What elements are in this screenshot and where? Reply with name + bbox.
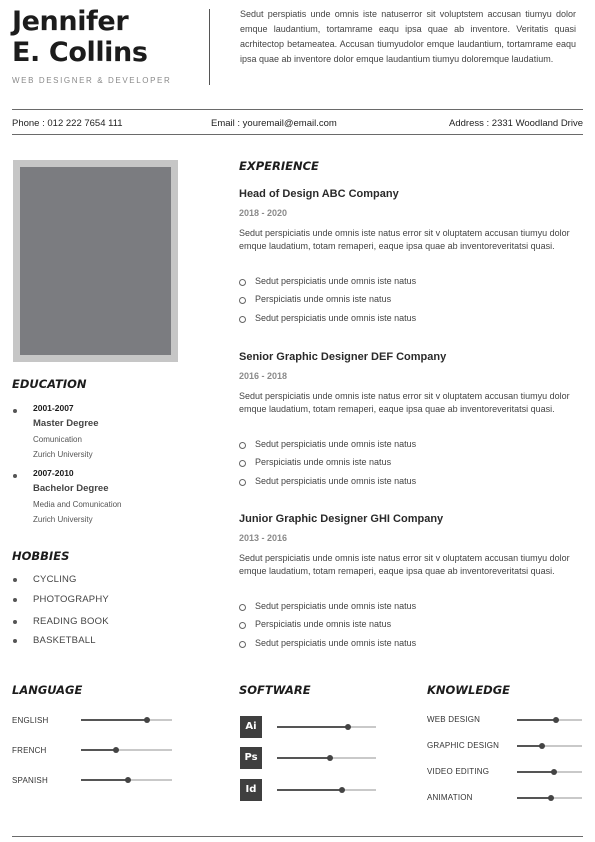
bullet-circle-icon [239,279,246,286]
level-knob [548,795,554,801]
knowledge-label: WEB DESIGN [427,715,481,724]
language-level-bar [81,719,172,721]
photoshop-icon: Ps [240,747,262,769]
level-fill [517,771,554,773]
level-fill [277,789,342,791]
illustrator-icon: Ai [240,716,262,738]
knowledge-heading: KNOWLEDGE [427,683,511,697]
level-knob [551,769,557,775]
education-heading: EDUCATION [12,377,87,391]
bullet-circle-icon [239,297,246,304]
language-label: SPANISH [12,776,48,785]
job-bullet: Perspiciatis unde omnis iste natus [255,294,392,304]
education-school: Zurich University [33,515,93,524]
job-description: Sedut perspiciatis unde omnis iste natus error sit v oluptatem accusan tiumyu dolor emque laudatium, totam remaperi, eaque ipsa quae ab inventoreveritatsi quasi. [239,391,570,414]
bullet-circle-icon [239,641,246,648]
contact-email: Email : youremail@email.com [211,118,337,129]
job-bullet: Sedut perspiciatis unde omnis iste natus [255,601,417,611]
job-dates: 2018 - 2020 [239,208,288,218]
job-description: Sedut perspiciatis unde omnis iste natus error sit v oluptatem accusan tiumyu dolor emque laudatium, totam remaperi, eaque ipsa quae ab inventoreveritatsi quasi. [239,553,570,576]
knowledge-label: VIDEO EDITING [427,767,490,776]
job-dates: 2013 - 2016 [239,533,288,543]
contact-top-rule [12,109,583,110]
hobby-item: BASKETBALL [33,635,96,646]
job-bullet: Sedut perspiciatis unde omnis iste natus [255,276,417,286]
profile-photo-placeholder [20,167,171,355]
bullet-dot [13,598,17,602]
contact-phone: Phone : 012 222 7654 111 [12,118,123,129]
level-fill [81,719,147,721]
bullet-circle-icon [239,479,246,486]
level-knob [345,724,351,730]
bullet-circle-icon [239,316,246,323]
education-years: 2007-2010 [33,468,74,478]
level-knob [125,777,131,783]
level-knob [144,717,150,723]
language-label: ENGLISH [12,716,49,725]
job-bullet: Sedut perspiciatis unde omnis iste natus [255,476,417,486]
level-knob [339,787,345,793]
knowledge-label: GRAPHIC DESIGN [427,741,500,750]
level-fill [81,779,128,781]
job-bullet: Perspiciatis unde omnis iste natus [255,457,392,467]
bullet-circle-icon [239,442,246,449]
bullet-circle-icon [239,604,246,611]
education-degree: Master Degree [33,418,99,429]
education-field: Media and Comunication [33,500,122,509]
bullet-dot [13,578,17,582]
education-school: Zurich University [33,450,93,459]
knowledge-level-bar [517,771,582,773]
software-level-bar [277,757,376,759]
hobbies-heading: HOBBIES [12,549,70,563]
candidate-name [12,6,148,68]
level-fill [517,719,556,721]
experience-entry [239,351,579,501]
bullet-dot [13,409,17,413]
education-field: Comunication [33,435,82,444]
language-heading: LANGUAGE [12,683,83,697]
level-knob [327,755,333,761]
indesign-icon: Id [240,779,262,801]
contact-address: Address : 2331 Woodland Drive [449,118,583,129]
knowledge-label: ANIMATION [427,793,473,802]
software-heading: SOFTWARE [239,683,311,697]
level-knob [553,717,559,723]
experience-heading: EXPERIENCE [239,159,319,173]
job-dates: 2016 - 2018 [239,371,288,381]
job-bullet: Sedut perspiciatis unde omnis iste natus [255,638,417,648]
name-line-2: E. Collins [12,37,148,68]
hobby-item: CYCLING [33,574,77,585]
software-level-bar [277,789,376,791]
name-line-1: Jennifer [12,6,129,37]
job-title: Head of Design ABC Company [239,188,399,200]
hobby-item: READING BOOK [33,616,109,627]
level-fill [81,749,116,751]
contact-bottom-rule [12,134,583,135]
bullet-dot [13,639,17,643]
language-level-bar [81,749,172,751]
level-fill [277,757,330,759]
knowledge-level-bar [517,719,582,721]
level-knob [539,743,545,749]
intro-paragraph: Sedut perspiatis unde omnis iste natuserror sit voluptstem accusan tiumyu dolor emque laudantium, tortamrame eaqu ipsa quae ab inventore. Veritatis quasi acrhitectop betameatea. Accusan tiumyudolor emque laudantium, tortamrame eaqu ipsa quae ab inventore dolor emque laudantium tiumyu doloremque laudatium. [240,9,576,64]
job-bullet: Perspiciatis unde omnis iste natus [255,619,392,629]
job-title: Senior Graphic Designer DEF Company [239,351,447,363]
job-bullet: Sedut perspiciatis unde omnis iste natus [255,313,417,323]
language-level-bar [81,779,172,781]
education-degree: Bachelor Degree [33,483,109,494]
job-subtitle: WEB DESIGNER & DEVELOPER [12,76,172,85]
bullet-dot [13,620,17,624]
bullet-circle-icon [239,622,246,629]
footer-rule [12,836,583,837]
knowledge-level-bar [517,745,582,747]
job-title: Junior Graphic Designer GHI Company [239,513,444,525]
experience-entry [239,513,579,663]
level-knob [113,747,119,753]
job-description: Sedut perspiciatis unde omnis iste natus error sit v oluptatem accusan tiumyu dolor emque laudatium, totam remaperi, eaque ipsa quae ab inventoreveritatsi quasi. [239,228,570,251]
experience-entry [239,188,579,338]
bullet-circle-icon [239,460,246,467]
level-fill [277,726,348,728]
language-label: FRENCH [12,746,47,755]
education-years: 2001-2007 [33,403,74,413]
bullet-dot [13,474,17,478]
hobby-item: PHOTOGRAPHY [33,594,109,605]
level-fill [517,797,551,799]
job-bullet: Sedut perspiciatis unde omnis iste natus [255,439,417,449]
software-level-bar [277,726,376,728]
header-divider [209,9,210,85]
knowledge-level-bar [517,797,582,799]
